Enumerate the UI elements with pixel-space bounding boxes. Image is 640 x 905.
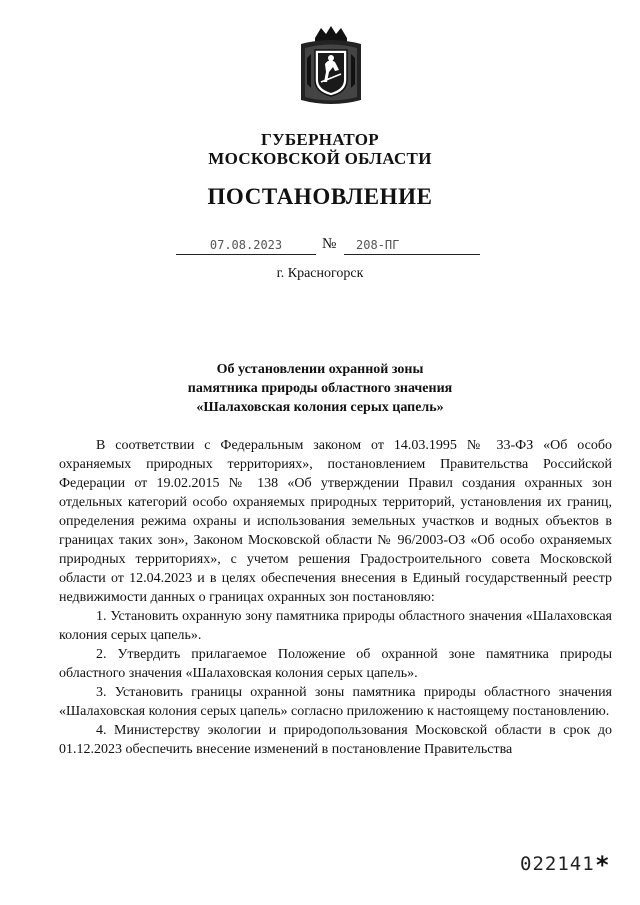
number-underline	[344, 254, 480, 255]
issue-city: г. Красногорск	[276, 266, 364, 281]
coat-of-arms-icon	[295, 24, 367, 108]
document-date: 07.08.2023	[209, 238, 283, 252]
authority-name-line1: ГУБЕРНАТОР	[261, 130, 379, 149]
serial-number: 022141	[520, 853, 595, 875]
preamble-paragraph: В соответствии с Федеральным законом от 14.03.1995 № 33-ФЗ «Об особо охраняемых природных территориях», постановлением Правительства Российской Федерации от 19.02.2015 № 138 «Об утверждении Правил создания охранных зон отдельных категорий особо охраняемых природных территорий, установления их границ, определения режима охраны и использования земельных участков и водных объектов в границах таких зон», Законом Московской области № 96/2003-ОЗ «Об особо охраняемых природных территориях», с учетом решения Градостроительного совета Московской области от 12.04.2023 и в целях обеспечения внесения в Единый государственный реестр недвижимости данных о границах охранных зон постановляю:	[59, 438, 612, 605]
asterisk-mark: *	[596, 851, 609, 879]
registration-line	[0, 238, 640, 258]
document-title-line1: Об установлении охранной зоны	[216, 362, 424, 377]
document-type-heading: ПОСТАНОВЛЕНИЕ	[207, 184, 433, 209]
number-sign: №	[322, 236, 337, 252]
authority-name-line2: МОСКОВСКОЙ ОБЛАСТИ	[208, 149, 432, 168]
clause-4: 4. Министерству экологии и природопользования Московской области в срок до 01.12.2023 обеспечить внесение изменений в постановление Правительства	[59, 723, 612, 757]
clause-1: 1. Установить охранную зону памятника природы областного значения «Шалаховская колония серых цапель».	[59, 609, 612, 643]
date-underline	[176, 254, 316, 255]
clause-2: 2. Утвердить прилагаемое Положение об охранной зоне памятника природы областного значения «Шалаховская колония серых цапель».	[59, 647, 612, 681]
document-body	[59, 436, 612, 759]
clause-3: 3. Установить границы охранной зоны памятника природы областного значения «Шалаховская колония серых цапель» согласно приложению к настоящему постановлению.	[59, 685, 612, 719]
document-title-line2: памятника природы областного значения	[187, 381, 453, 396]
document-title-line3: «Шалаховская колония серых цапель»	[196, 400, 444, 415]
document-number: 208-ПГ	[356, 238, 400, 252]
